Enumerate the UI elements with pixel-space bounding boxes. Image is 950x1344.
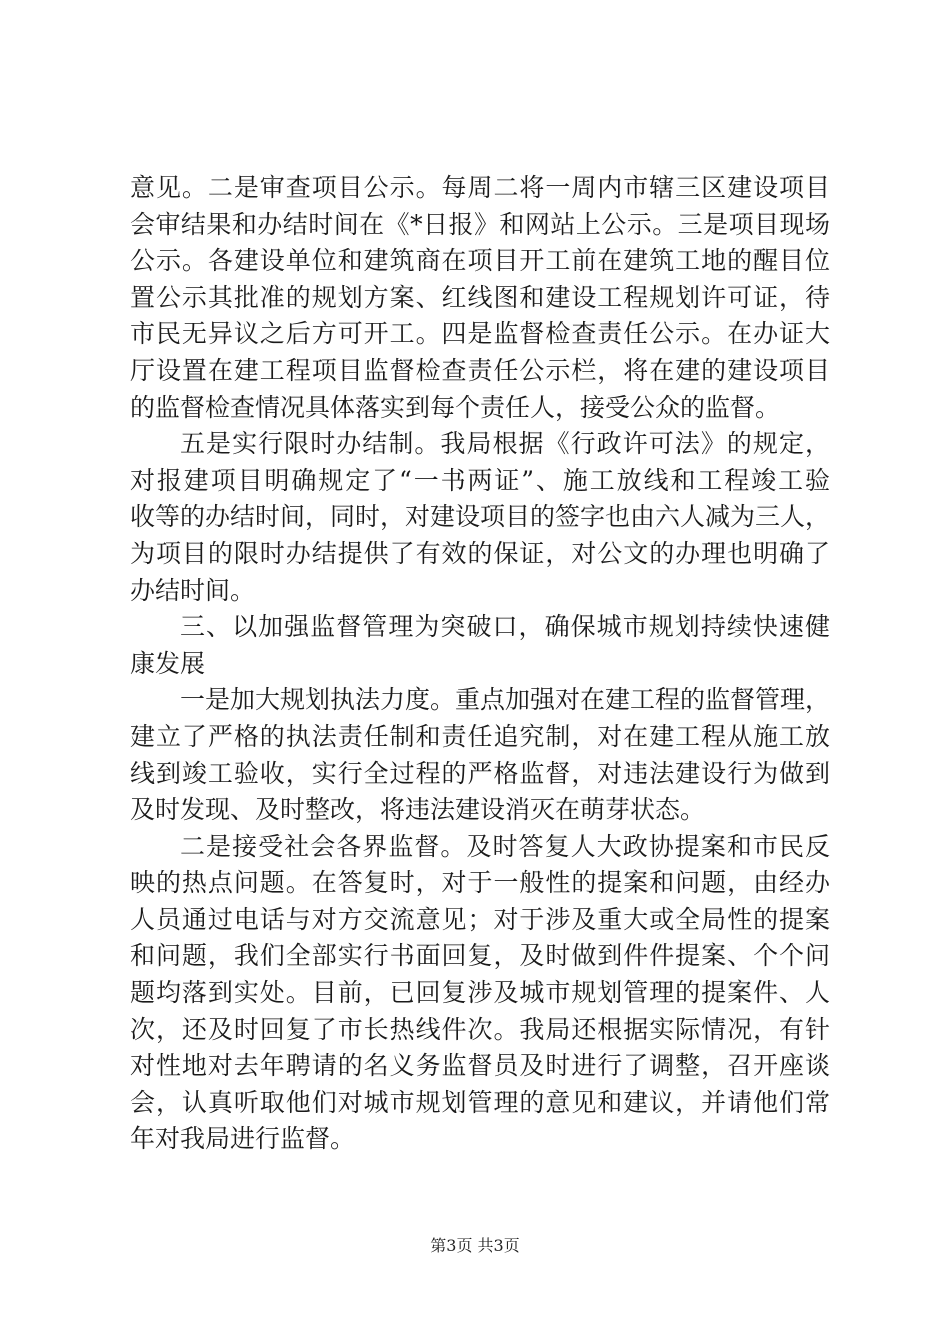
text-line: 对性地对去年聘请的名义务监督员及时进行了调整，召开座谈: [130, 1051, 830, 1081]
text-line: 年对我局进行监督。: [130, 1124, 356, 1154]
text-line: 的监督检查情况具体落实到每个责任人，接受公众的监督。: [130, 392, 781, 422]
text-line: 厅设置在建工程项目监督检查责任公示栏，将在建的建设项目: [130, 355, 830, 385]
text-line: 建立了严格的执法责任制和责任追究制，对在建工程从施工放: [130, 721, 830, 751]
text-line: 次，还及时回复了市长热线件次。我局还根据实际情况，有针: [130, 1014, 830, 1044]
text-line: 会审结果和办结时间在《*日报》和网站上公示。三是项目现场: [130, 209, 830, 239]
text-line: 一是加大规划执法力度。重点加强对在建工程的监督管理，: [180, 685, 830, 715]
document-body: [130, 170, 830, 1158]
text-line: 办结时间。: [130, 575, 256, 605]
text-line: 线到竣工验收，实行全过程的严格监督，对违法建设行为做到: [130, 758, 830, 788]
text-line: 收等的办结时间，同时，对建设项目的签字也由六人减为三人，: [130, 502, 830, 532]
text-line: 映的热点问题。在答复时，对于一般性的提案和问题，由经办: [130, 868, 830, 898]
text-line: 三、以加强监督管理为突破口，确保城市规划持续快速健: [180, 612, 830, 642]
text-line: 对报建项目明确规定了“一书两证”、施工放线和工程竣工验: [130, 465, 830, 495]
text-line: 意见。二是审查项目公示。每周二将一周内市辖三区建设项目: [130, 173, 830, 202]
page-footer: 第3页 共3页: [430, 1236, 520, 1255]
text-line: 二是接受社会各界监督。及时答复人大政协提案和市民反: [180, 831, 830, 861]
text-line: 会，认真听取他们对城市规划管理的意见和建议，并请他们常: [130, 1087, 830, 1117]
text-line: 公示。各建设单位和建筑商在项目开工前在建筑工地的醒目位: [130, 246, 830, 276]
text-line: 人员通过电话与对方交流意见；对于涉及重大或全局性的提案: [130, 904, 830, 934]
text-line: 题均落到实处。目前，已回复涉及城市规划管理的提案件、人: [130, 978, 830, 1008]
text-line: 市民无异议之后方可开工。四是监督检查责任公示。在办证大: [130, 319, 830, 349]
text-line: 康发展: [130, 648, 206, 678]
text-line: 为项目的限时办结提供了有效的保证，对公文的办理也明确了: [130, 538, 830, 568]
text-line: 和问题，我们全部实行书面回复，及时做到件件提案、个个问: [130, 941, 830, 971]
text-line: 五是实行限时办结制。我局根据《行政许可法》的规定，: [180, 429, 830, 459]
text-line: 及时发现、及时整改，将违法建设消灭在萌芽状态。: [130, 795, 706, 825]
text-line: 置公示其批准的规划方案、红线图和建设工程规划许可证，待: [130, 282, 830, 312]
